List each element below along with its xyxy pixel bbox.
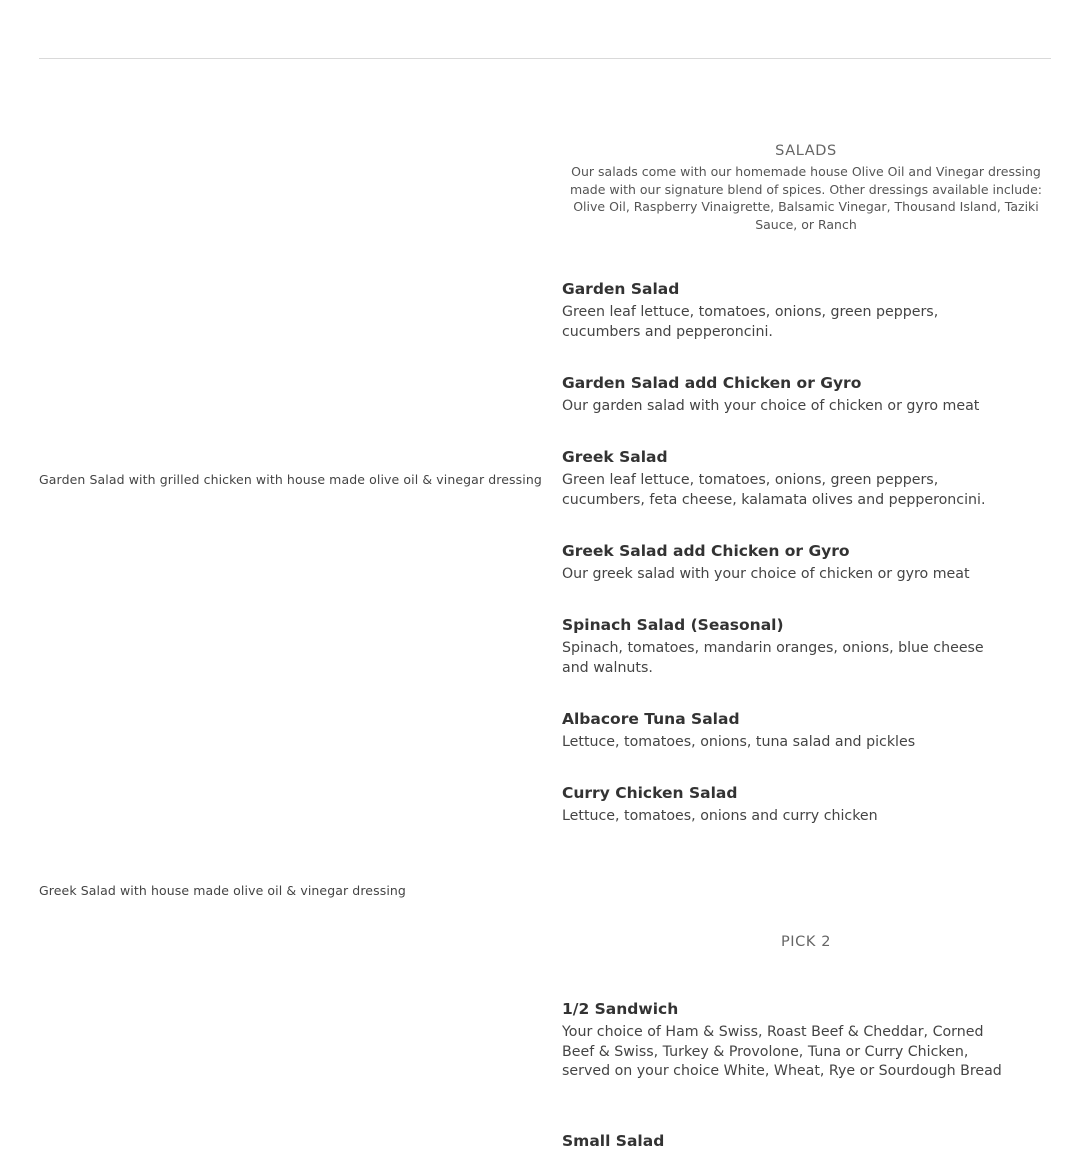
- menu-item-name: 1/2 Sandwich: [562, 1000, 679, 1018]
- menu-item-description: Your choice of Ham & Swiss, Roast Beef & Cheddar, Corned Beef & Swiss, Turkey & Provolone, Tuna or Curry Chicken, served on your choice White, Wheat, Rye or Sourdough Bread: [562, 1024, 1002, 1080]
- menu-item-spinach-salad: [562, 615, 1002, 678]
- greek-salad-image-caption: Greek Salad with house made olive oil & vinegar dressing: [39, 883, 406, 898]
- menu-item-description: Lettuce, tomatoes, onions, tuna salad and pickles: [562, 734, 916, 750]
- menu-item-albacore-tuna-salad: [562, 709, 1002, 753]
- menu-item-name: Greek Salad: [562, 448, 668, 466]
- top-divider: [39, 58, 1051, 59]
- menu-item-description: Green leaf lettuce, tomatoes, onions, green peppers, cucumbers, feta cheese, kalamata olives and pepperoncini.: [562, 472, 986, 508]
- menu-item-garden-salad: [562, 279, 1002, 342]
- garden-salad-image-caption: Garden Salad with grilled chicken with house made olive oil & vinegar dressing: [39, 472, 542, 487]
- menu-item-name: Greek Salad add Chicken or Gyro: [562, 542, 850, 560]
- pick-2-section-heading: PICK 2: [780, 934, 832, 950]
- menu-item-curry-chicken-salad: [562, 783, 1002, 827]
- menu-item-description: Spinach, tomatoes, mandarin oranges, onions, blue cheese and walnuts.: [562, 640, 984, 676]
- menu-item-name: Curry Chicken Salad: [562, 784, 738, 802]
- menu-item-description: Our garden salad with your choice of chicken or gyro meat: [562, 398, 980, 414]
- menu-item-small-salad: [562, 1131, 1002, 1151]
- salads-section-heading: SALADS: [775, 143, 837, 159]
- menu-item-greek-salad: [562, 447, 1002, 510]
- menu-item-description: Our greek salad with your choice of chicken or gyro meat: [562, 566, 970, 582]
- menu-item-name: Small Salad: [562, 1132, 665, 1150]
- menu-item-name: Albacore Tuna Salad: [562, 710, 740, 728]
- menu-item-description: Green leaf lettuce, tomatoes, onions, green peppers, cucumbers and pepperoncini.: [562, 304, 939, 340]
- menu-item-greek-salad-add-chicken-or-gyro: [562, 541, 1002, 585]
- menu-item-description: Lettuce, tomatoes, onions and curry chicken: [562, 808, 878, 824]
- menu-item-name: Garden Salad add Chicken or Gyro: [562, 374, 862, 392]
- menu-item-name: Spinach Salad (Seasonal): [562, 616, 784, 634]
- menu-item-half-sandwich: [562, 999, 1002, 1082]
- salads-section-description: Our salads come with our homemade house Olive Oil and Vinegar dressing made with our signature blend of spices. Other dressings available include: Olive Oil, Raspberry Vinaigrette, Balsamic Vinegar, Thousand Island, Taziki Sauce, or Ranch: [569, 164, 1043, 232]
- menu-item-garden-salad-add-chicken-or-gyro: [562, 373, 1002, 417]
- menu-item-name: Garden Salad: [562, 280, 680, 298]
